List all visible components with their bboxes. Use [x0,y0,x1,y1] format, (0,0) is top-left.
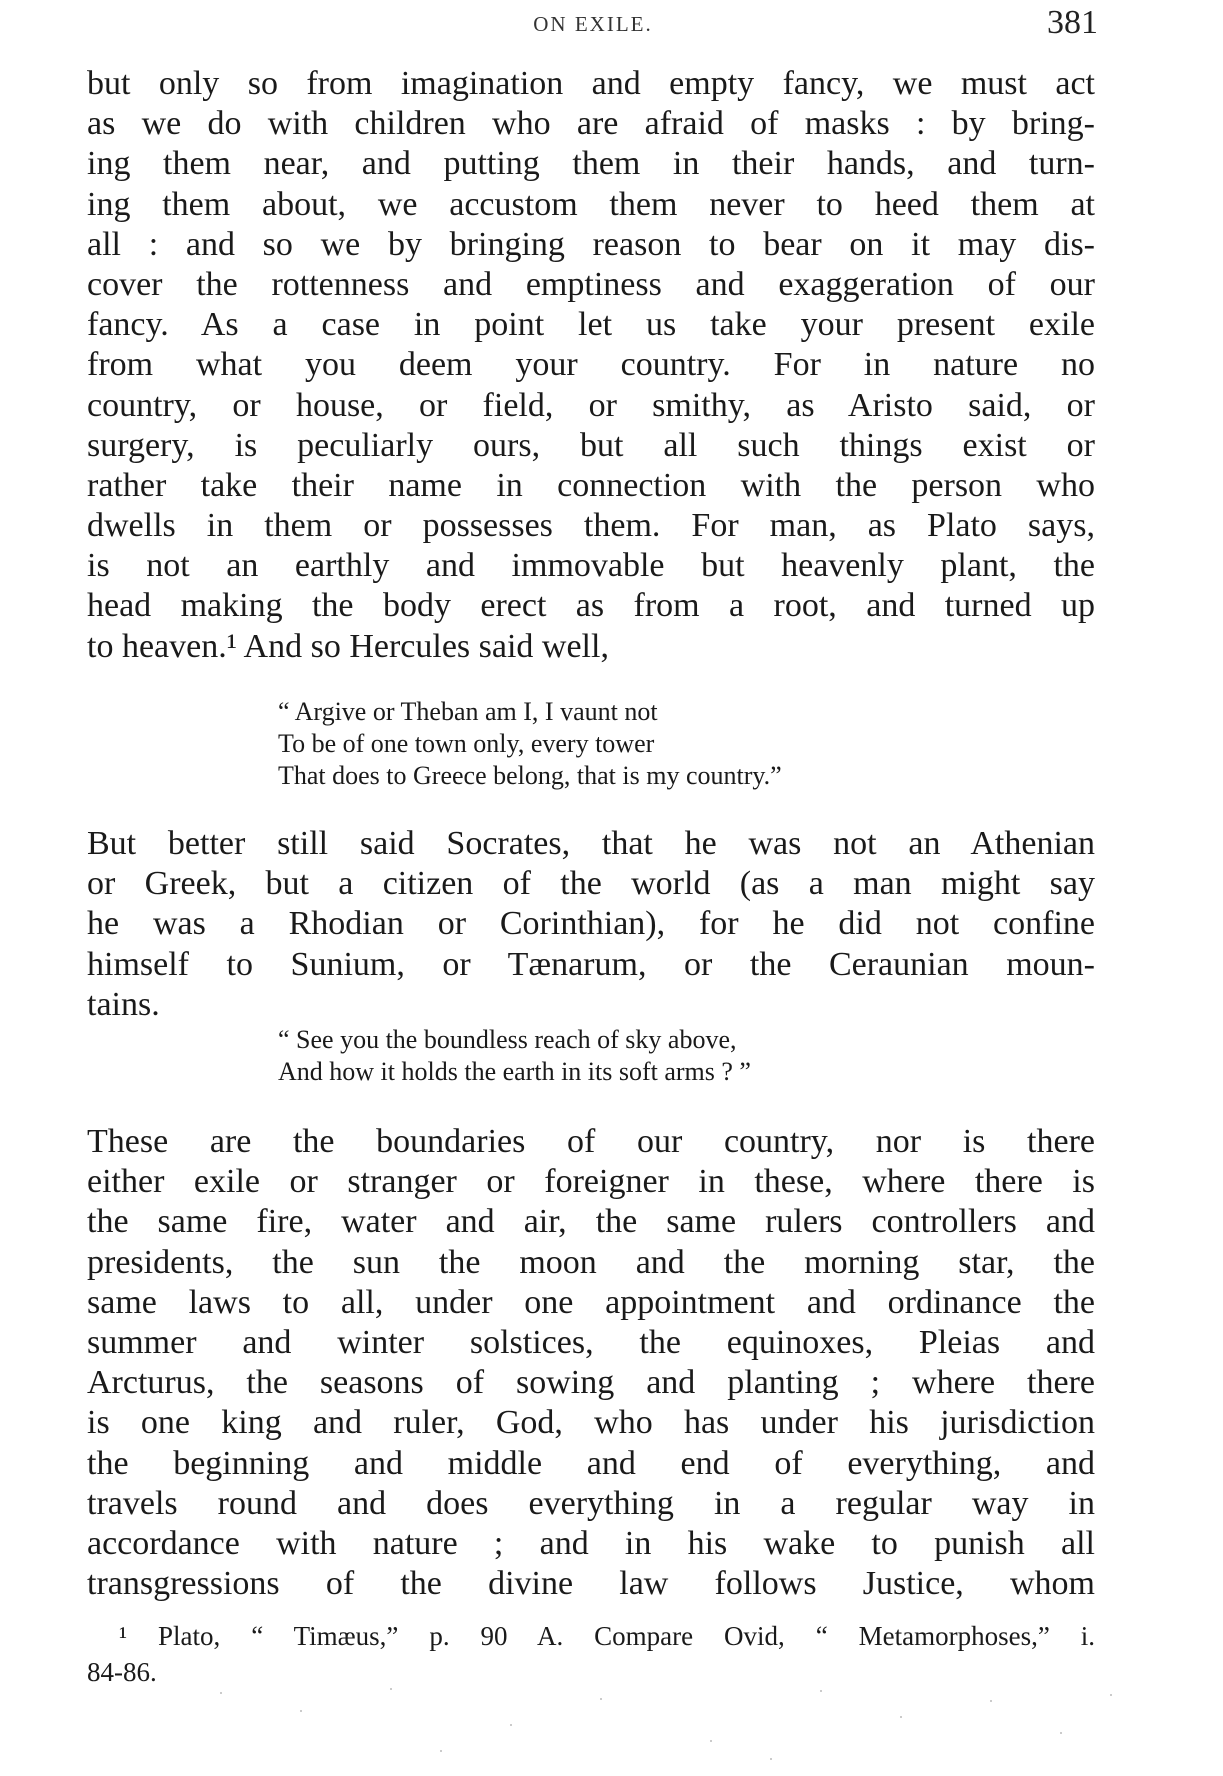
paragraph-1 [87,64,1095,667]
text-line: cover the rottenness and emptiness and exaggeration of our [87,265,1095,303]
verse-line: To be of one town only, every tower [278,729,655,758]
page-header [88,4,1098,44]
text-line: all : and so we by bringing reason to bear on it may dis- [87,225,1095,263]
text-line: country, or house, or field, or smithy, as Aristo said, or [87,386,1095,424]
text-line: tains. [87,985,160,1023]
paper-specks-decoration [180,1680,1140,1770]
text-line: summer and winter solstices, the equinoxes, Pleias and [87,1323,1095,1361]
text-line: he was a Rhodian or Corinthian), for he did not confine [87,905,1095,943]
text-line: either exile or stranger or foreigner in these, where there is [87,1163,1095,1201]
text-line: the beginning and middle and end of everything, and [87,1444,1095,1482]
text-line: surgery, is peculiarly ours, but all such things exist or [87,426,1095,464]
text-line: accordance with nature ; and in his wake to punish all [87,1524,1095,1562]
text-line: but only so from imagination and empty fancy, we must act [87,65,1095,102]
verse-line: And how it holds the earth in its soft arms ? ” [278,1057,751,1086]
text-line: fancy. As a case in point let us take your present exile [87,306,1095,344]
text-line: is not an earthly and immovable but heavenly plant, the [87,547,1095,585]
text-line: head making the body erect as from a root, and turned up [87,587,1095,625]
text-line: ing them near, and putting them in their hands, and turn- [87,145,1095,183]
text-line: same laws to all, under one appointment and ordinance the [87,1283,1095,1321]
text-line: or Greek, but a citizen of the world (as a man might say [87,865,1095,903]
running-head: ON EXILE. [533,12,653,36]
verse-line: “ See you the boundless reach of sky above, [278,1025,737,1054]
text-line: as we do with children who are afraid of masks : by bring- [87,105,1095,143]
text-line: the same fire, water and air, the same rulers controllers and [87,1203,1095,1241]
footnote-line: 84-86. [87,1657,157,1687]
verse-quotation-1 [278,696,782,792]
paragraph-2 [87,824,1095,1025]
text-line: himself to Sunium, or Tænarum, or the Ceraunian moun- [87,945,1095,983]
paragraph-3 [87,1122,1095,1604]
text-line: from what you deem your country. For in nature no [87,346,1095,384]
text-line: to heaven.¹ And so Hercules said well, [87,627,609,665]
verse-line: That does to Greece belong, that is my country.” [278,761,782,790]
page-number: 381 [1047,4,1098,41]
text-line: These are the boundaries of our country, nor is there [87,1123,1095,1160]
text-line: But better still said Socrates, that he was not an Athenian [87,825,1095,862]
text-line: presidents, the sun the moon and the morning star, the [87,1243,1095,1281]
text-line: Arcturus, the seasons of sowing and planting ; where there [87,1364,1095,1402]
verse-line: “ Argive or Theban am I, I vaunt not [278,697,658,726]
footnote-line: ¹ Plato, “ Timæus,” p. 90 A. Compare Ovid, “ Metamorphoses,” i. [119,1621,1095,1651]
text-line: travels round and does everything in a regular way in [87,1484,1095,1522]
text-line: is one king and ruler, God, who has under his jurisdiction [87,1404,1095,1442]
verse-quotation-2 [278,1024,751,1088]
text-line: ing them about, we accustom them never to heed them at [87,185,1095,223]
text-line: transgressions of the divine law follows Justice, whom [87,1565,1095,1603]
text-line: rather take their name in connection with the person who [87,466,1095,504]
text-line: dwells in them or possesses them. For man, as Plato says, [87,507,1095,545]
